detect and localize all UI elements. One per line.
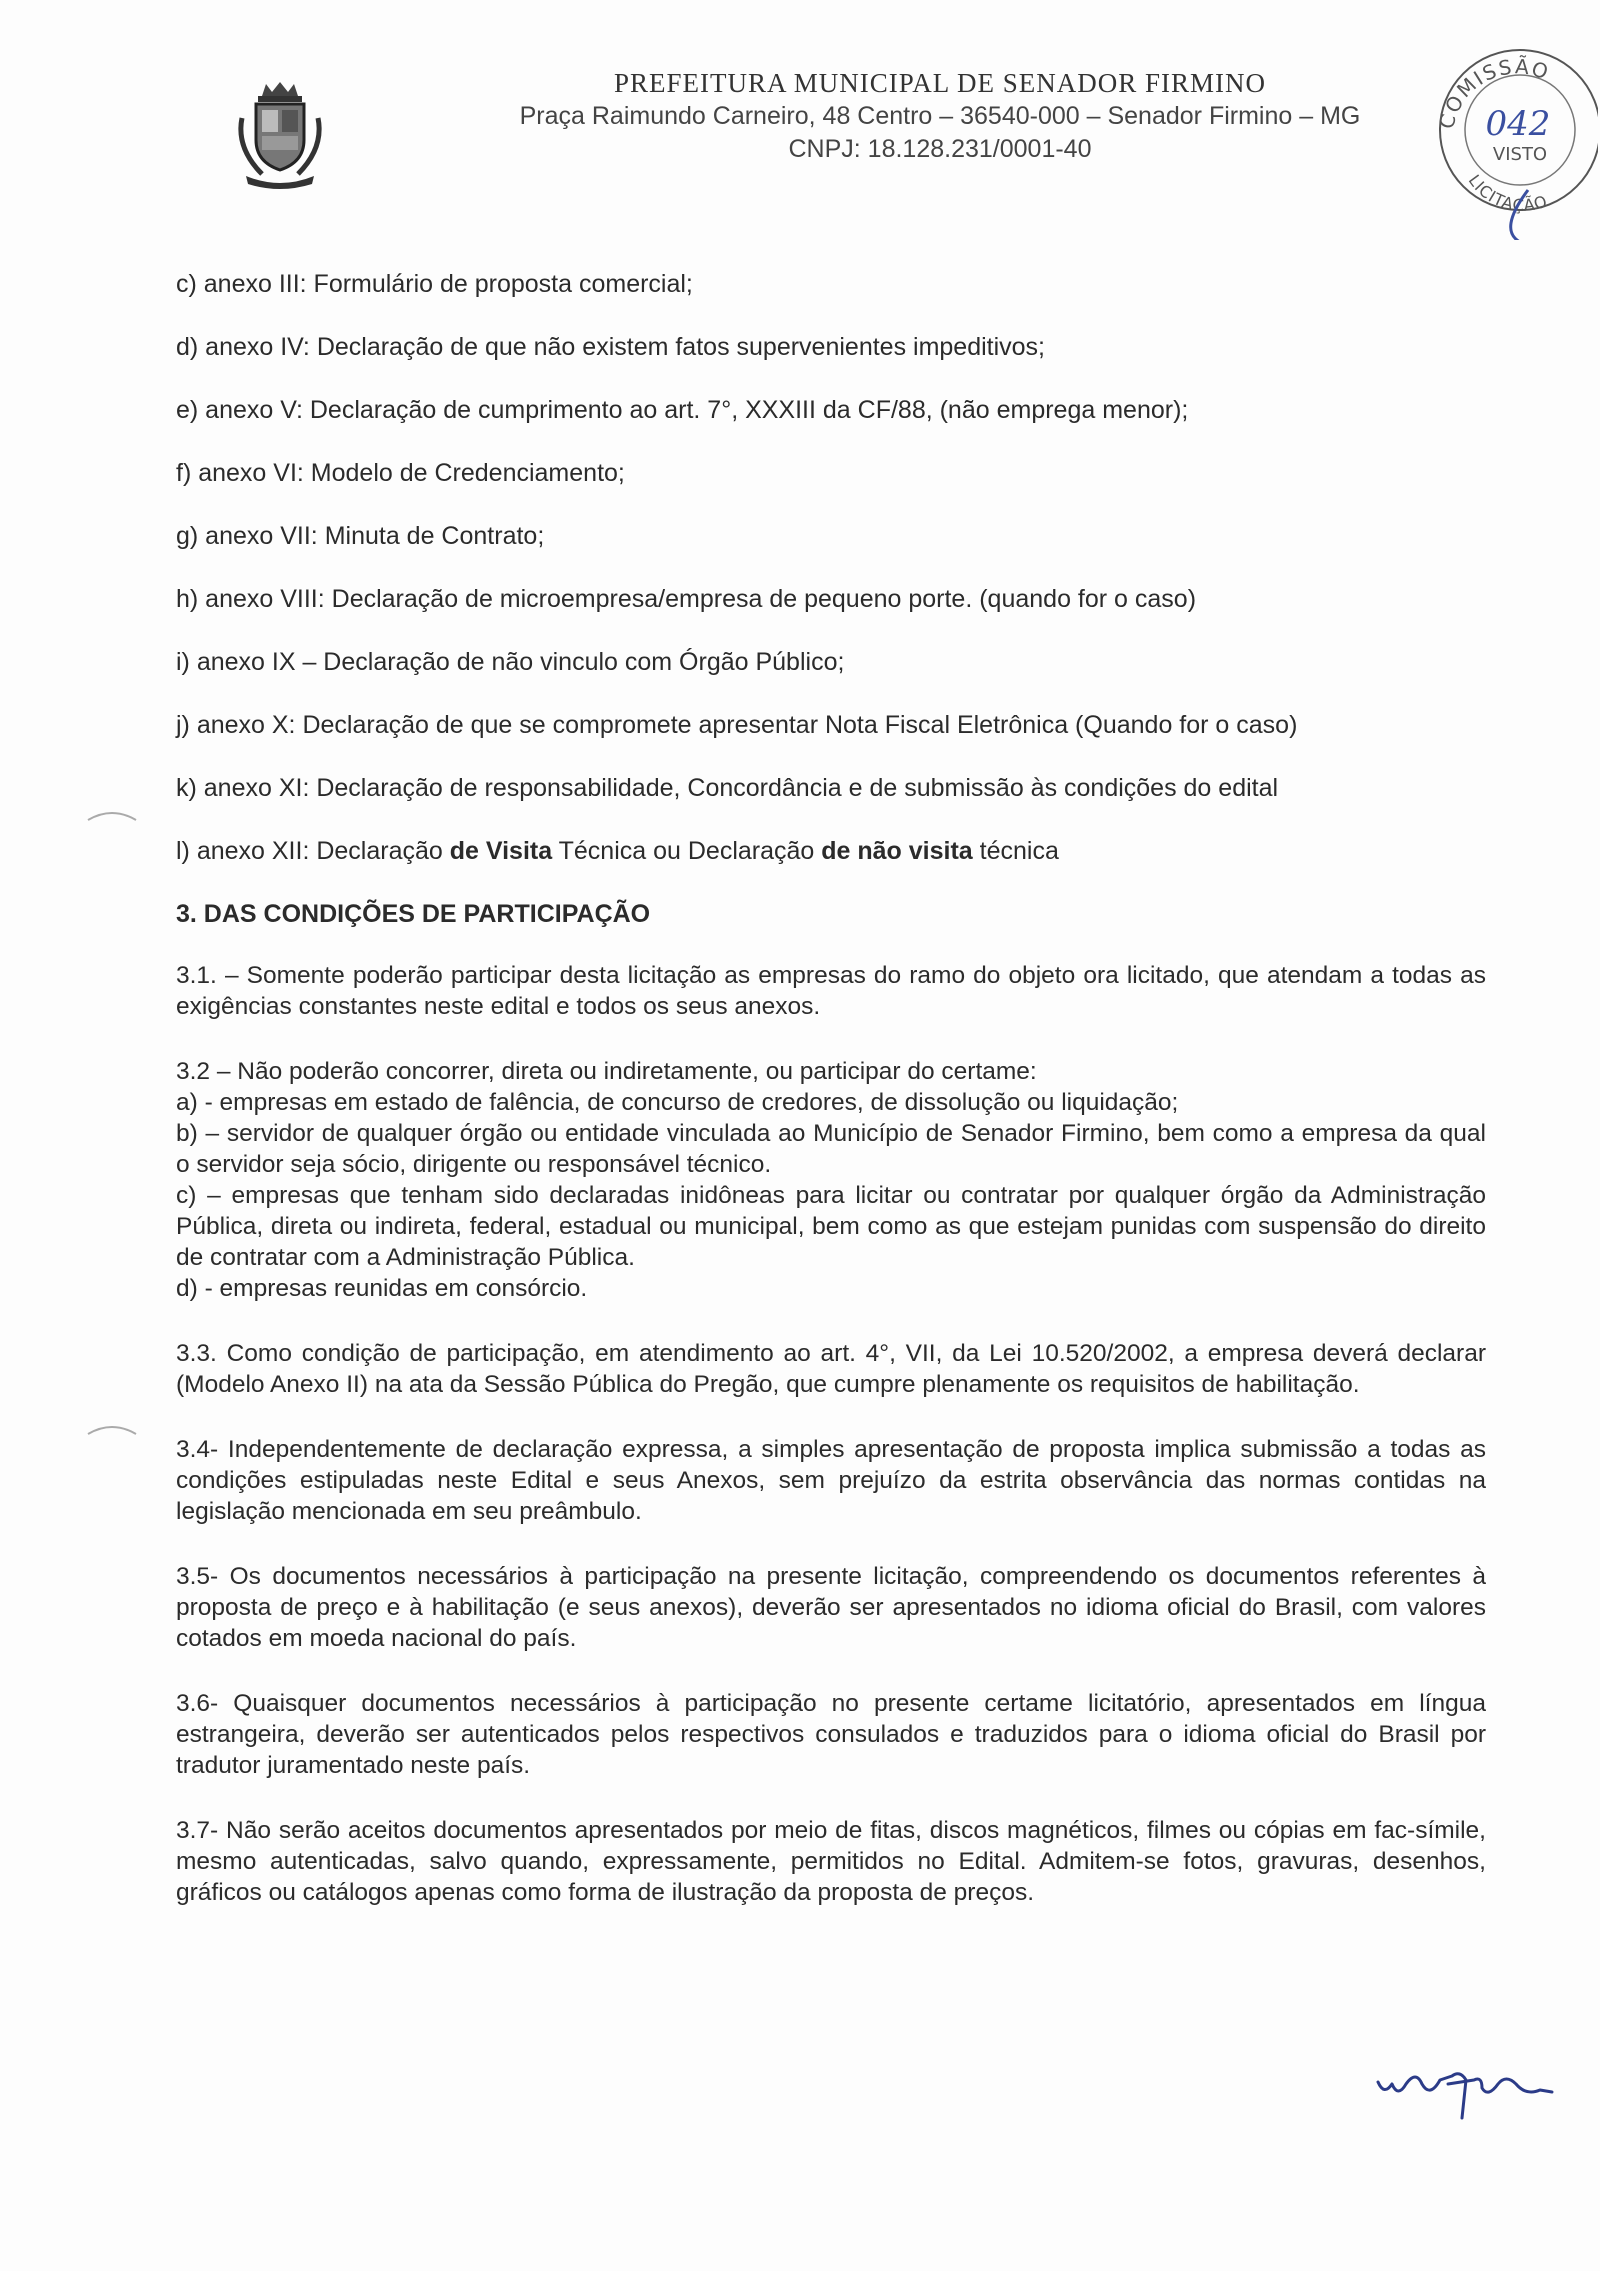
paragraph-3-2-intro: 3.2 – Não poderão concorrer, direta ou indiretamente, ou participar do certame: <box>176 1058 1037 1085</box>
paragraph-3-4: 3.4- Independentemente de declaração expressa, a simples apresentação de proposta implica submissão a todas as condições estipuladas neste Edital e seus Anexos, sem prejuízo da estrita observância das normas contidas na legislação mencionada em seu preâmbulo. <box>176 1436 1486 1525</box>
letterhead-cnpj: CNPJ: 18.128.231/0001-40 <box>788 135 1092 163</box>
paragraph-3-3: 3.3. Como condição de participação, em atendimento ao art. 4°, VII, da Lei 10.520/2002, a empresa deverá declarar (Modelo Anexo II) na ata da Sessão Pública do Pregão, que cumpre plenamente os requisitos de habilitação. <box>176 1340 1486 1398</box>
paragraph-3-2-c: c) – empresas que tenham sido declaradas inidôneas para licitar ou contratar por qualquer órgão da Administração Pública, direta ou indireta, federal, estadual ou municipal, bem como as que estejam punidas com suspensão do direito de contratar com a Administração Pública. <box>176 1182 1486 1271</box>
annex-item: e) anexo V: Declaração de cumprimento ao art. 7°, XXXIII da CF/88, (não emprega menor); <box>176 396 1189 424</box>
paragraph-3-6: 3.6- Quaisquer documentos necessários à participação no presente certame licitatório, apresentados em língua estrangeira, deverão ser autenticados pelos respectivos consulados e traduzidos para o idioma oficial do Brasil por tradutor juramentado neste país. <box>176 1690 1486 1779</box>
letterhead-title: PREFEITURA MUNICIPAL DE SENADOR FIRMINO <box>613 68 1267 98</box>
section-title: 3. DAS CONDIÇÕES DE PARTICIPAÇÃO <box>176 900 651 928</box>
annex-xii-bold-1: de Visita <box>449 837 553 865</box>
stamp-bottom-text: LICITAÇÃO <box>1464 171 1551 215</box>
annex-item: c) anexo III: Formulário de proposta comercial; <box>176 270 693 298</box>
letterhead-address: Praça Raimundo Carneiro, 48 Centro – 36540-000 – Senador Firmino – MG <box>519 102 1361 130</box>
signature-initials-icon <box>1370 2040 1560 2130</box>
annex-item: g) anexo VII: Minuta de Contrato; <box>176 522 545 550</box>
annex-xii-text-2: Técnica ou Declaração <box>552 837 822 865</box>
annex-xii-text-3: técnica <box>972 837 1059 865</box>
annex-item: d) anexo IV: Declaração de que não existem fatos supervenientes impeditivos; <box>176 333 1046 361</box>
annex-item: f) anexo VI: Modelo de Credenciamento; <box>176 459 625 487</box>
margin-mark-icon <box>84 806 140 826</box>
letterhead <box>440 66 1440 166</box>
annex-xii-bold-2: de não visita <box>821 837 973 865</box>
margin-mark-icon <box>84 1420 140 1440</box>
annex-item: j) anexo X: Declaração de que se compromete apresentar Nota Fiscal Eletrônica (Quando for o caso) <box>176 711 1298 739</box>
stamp-number: 042 <box>1485 104 1551 144</box>
annex-item: k) anexo XI: Declaração de responsabilidade, Concordância e de submissão às condições do edital <box>176 774 1279 802</box>
document-body <box>176 268 1486 1942</box>
paragraph-3-2 <box>176 1056 1486 1304</box>
municipal-crest-icon <box>232 78 328 190</box>
paragraph-3-7: 3.7- Não serão aceitos documentos apresentados por meio de fitas, discos magnéticos, filmes ou cópias em fac-símile, mesmo autenticadas, salvo quando, expressamente, permitidos no Edital. Admitem-se fotos, gravuras, desenhos, gráficos ou catálogos apenas como forma de ilustração da proposta de preços. <box>176 1817 1486 1906</box>
paragraph-3-2-b: b) – servidor de qualquer órgão ou entidade vinculada ao Município de Senador Firmino, bem como a empresa da qual o servidor seja sócio, dirigente ou responsável técnico. <box>176 1120 1486 1178</box>
paragraph-3-2-d: d) - empresas reunidas em consórcio. <box>176 1275 588 1302</box>
annex-item-xii <box>176 835 1486 867</box>
annex-list <box>176 268 1486 804</box>
paragraph-3-5: 3.5- Os documentos necessários à participação na presente licitação, compreendendo os documentos referentes à proposta de preço e à habilitação (e seus anexos), deverão ser apresentados no idioma oficial do Brasil, com valores cotados em moeda nacional do país. <box>176 1563 1486 1652</box>
stamp-middle-text: VISTO <box>1492 144 1548 165</box>
paragraph-3-2-a: a) - empresas em estado de falência, de concurso de credores, de dissolução ou liquidação; <box>176 1089 1179 1116</box>
svg-text:LICITAÇÃO <box>1465 171 1551 215</box>
annex-item: i) anexo IX – Declaração de não vinculo com Órgão Público; <box>176 648 845 676</box>
annex-xii-text-1: l) anexo XII: Declaração <box>176 837 450 865</box>
stamp-top-text: COMISSÃO <box>1434 54 1554 132</box>
commission-stamp <box>1428 30 1598 240</box>
annex-item: h) anexo VIII: Declaração de microempresa/empresa de pequeno porte. (quando for o caso) <box>176 585 1197 613</box>
paragraph-3-1: 3.1. – Somente poderão participar desta licitação as empresas do ramo do objeto ora licitado, que atendam a todas as exigências constantes neste edital e todos os seus anexos. <box>176 962 1486 1020</box>
